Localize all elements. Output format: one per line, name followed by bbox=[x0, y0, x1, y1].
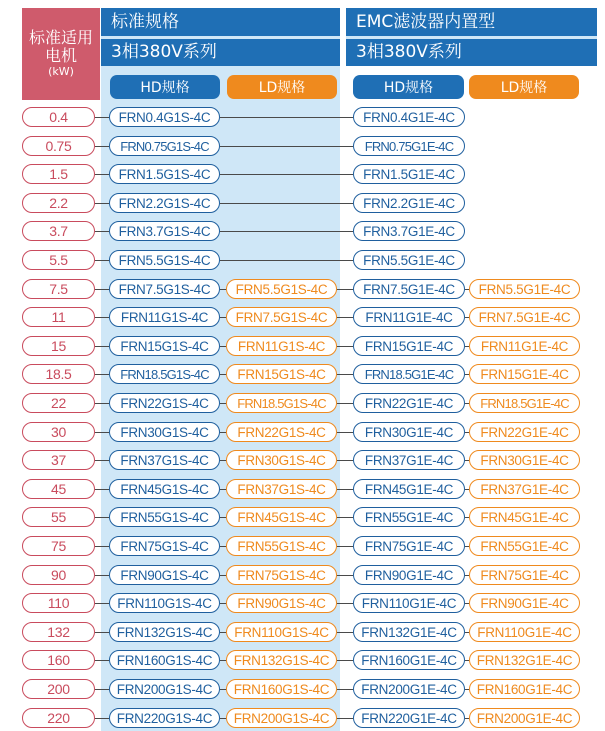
standard-hd-model-pill: FRN11G1S-4C bbox=[109, 307, 220, 327]
standard-ld-tag bbox=[227, 75, 337, 99]
kw-value-pill: 37 bbox=[22, 450, 95, 470]
emc-ld-model-pill: FRN132G1E-4C bbox=[469, 650, 580, 670]
row-connector bbox=[95, 203, 109, 204]
kw-value-pill: 220 bbox=[22, 708, 95, 728]
row-connector bbox=[337, 289, 353, 290]
row-connector bbox=[95, 231, 109, 232]
kw-header-line1: 标准适用 bbox=[28, 28, 93, 47]
kw-value-pill: 5.5 bbox=[22, 250, 95, 270]
emc-ld-model-pill: FRN160G1E-4C bbox=[469, 679, 580, 699]
standard-ld-model-pill: FRN30G1S-4C bbox=[226, 450, 337, 470]
row-connector bbox=[220, 231, 353, 232]
emc-hd-model-pill: FRN22G1E-4C bbox=[353, 393, 465, 413]
row-connector bbox=[95, 689, 109, 690]
kw-value-pill: 18.5 bbox=[22, 364, 95, 384]
standard-ld-model-pill: FRN15G1S-4C bbox=[226, 364, 337, 384]
kw-value-pill: 90 bbox=[22, 565, 95, 585]
emc-hd-model-pill: FRN75G1E-4C bbox=[353, 536, 465, 556]
row-connector bbox=[337, 632, 353, 633]
emc-hd-model-pill: FRN200G1E-4C bbox=[353, 679, 465, 699]
kw-value-pill: 30 bbox=[22, 422, 95, 442]
standard-hd-model-pill: FRN110G1S-4C bbox=[109, 593, 220, 613]
emc-ld-model-pill: FRN7.5G1E-4C bbox=[469, 307, 580, 327]
row-connector bbox=[220, 146, 353, 147]
emc-ld-tag bbox=[469, 75, 579, 99]
emc-ld-model-pill: FRN200G1E-4C bbox=[469, 708, 580, 728]
emc-ld-model-pill: FRN15G1E-4C bbox=[469, 364, 580, 384]
kw-value-pill: 0.4 bbox=[22, 107, 95, 127]
kw-header-unit: (kW) bbox=[48, 65, 74, 78]
standard-subtitle: 3相380V系列 bbox=[111, 42, 217, 62]
row-connector bbox=[220, 260, 353, 261]
standard-ld-model-pill: FRN110G1S-4C bbox=[226, 622, 337, 642]
kw-value-pill: 55 bbox=[22, 507, 95, 527]
emc-hd-model-pill: FRN45G1E-4C bbox=[353, 479, 465, 499]
row-connector bbox=[95, 718, 109, 719]
standard-ld-model-pill: FRN75G1S-4C bbox=[226, 565, 337, 585]
standard-title-bar bbox=[101, 8, 340, 36]
emc-hd-model-pill: FRN1.5G1E-4C bbox=[353, 164, 465, 184]
emc-ld-model-pill: FRN90G1E-4C bbox=[469, 593, 580, 613]
standard-hd-model-pill: FRN55G1S-4C bbox=[109, 507, 220, 527]
row-connector bbox=[95, 346, 109, 347]
row-connector bbox=[220, 117, 353, 118]
row-connector bbox=[95, 117, 109, 118]
emc-hd-model-pill: FRN2.2G1E-4C bbox=[353, 193, 465, 213]
row-connector bbox=[95, 174, 109, 175]
row-connector bbox=[337, 460, 353, 461]
row-connector bbox=[95, 460, 109, 461]
emc-hd-model-pill: FRN0.4G1E-4C bbox=[353, 107, 465, 127]
kw-header-line2: 电机 bbox=[44, 46, 77, 65]
emc-hd-model-pill: FRN18.5G1E-4C bbox=[353, 364, 465, 384]
kw-value-pill: 15 bbox=[22, 336, 95, 356]
row-connector bbox=[95, 660, 109, 661]
row-connector bbox=[337, 374, 353, 375]
standard-title: 标准规格 bbox=[111, 11, 179, 32]
standard-ld-model-pill: FRN45G1S-4C bbox=[226, 507, 337, 527]
standard-subtitle-bar bbox=[101, 39, 340, 66]
standard-hd-model-pill: FRN220G1S-4C bbox=[109, 708, 220, 728]
standard-hd-model-pill: FRN2.2G1S-4C bbox=[109, 193, 220, 213]
standard-ld-model-pill: FRN11G1S-4C bbox=[226, 336, 337, 356]
row-connector bbox=[337, 689, 353, 690]
emc-hd-model-pill: FRN55G1E-4C bbox=[353, 507, 465, 527]
standard-hd-model-pill: FRN37G1S-4C bbox=[109, 450, 220, 470]
emc-title-bar bbox=[346, 8, 597, 36]
row-connector bbox=[220, 174, 353, 175]
standard-ld-model-pill: FRN18.5G1S-4C bbox=[226, 393, 337, 413]
emc-ld-model-pill: FRN45G1E-4C bbox=[469, 507, 580, 527]
row-connector bbox=[337, 403, 353, 404]
emc-ld-model-pill: FRN18.5G1E-4C bbox=[469, 393, 580, 413]
emc-ld-model-pill: FRN22G1E-4C bbox=[469, 422, 580, 442]
row-connector bbox=[337, 603, 353, 604]
row-connector bbox=[337, 546, 353, 547]
row-connector bbox=[95, 603, 109, 604]
standard-hd-model-pill: FRN30G1S-4C bbox=[109, 422, 220, 442]
standard-hd-model-pill: FRN0.75G1S-4C bbox=[109, 136, 220, 156]
emc-hd-model-pill: FRN5.5G1E-4C bbox=[353, 250, 465, 270]
emc-hd-model-pill: FRN15G1E-4C bbox=[353, 336, 465, 356]
row-connector bbox=[337, 432, 353, 433]
row-connector bbox=[95, 432, 109, 433]
standard-hd-model-pill: FRN45G1S-4C bbox=[109, 479, 220, 499]
emc-hd-model-pill: FRN37G1E-4C bbox=[353, 450, 465, 470]
emc-hd-model-pill: FRN0.75G1E-4C bbox=[353, 136, 465, 156]
standard-ld-model-pill: FRN55G1S-4C bbox=[226, 536, 337, 556]
emc-title: EMC滤波器内置型 bbox=[356, 11, 496, 32]
standard-ld-model-pill: FRN5.5G1S-4C bbox=[226, 279, 337, 299]
kw-value-pill: 1.5 bbox=[22, 164, 95, 184]
row-connector bbox=[95, 146, 109, 147]
standard-hd-tag bbox=[110, 75, 220, 99]
standard-hd-model-pill: FRN1.5G1S-4C bbox=[109, 164, 220, 184]
standard-ld-model-pill: FRN160G1S-4C bbox=[226, 679, 337, 699]
emc-ld-model-pill: FRN37G1E-4C bbox=[469, 479, 580, 499]
emc-hd-model-pill: FRN160G1E-4C bbox=[353, 650, 465, 670]
row-connector bbox=[337, 718, 353, 719]
emc-hd-model-pill: FRN11G1E-4C bbox=[353, 307, 465, 327]
emc-ld-tag-label: LD规格 bbox=[500, 80, 548, 96]
kw-value-pill: 200 bbox=[22, 679, 95, 699]
row-connector bbox=[95, 575, 109, 576]
kw-value-pill: 11 bbox=[22, 307, 95, 327]
kw-value-pill: 3.7 bbox=[22, 221, 95, 241]
standard-hd-model-pill: FRN160G1S-4C bbox=[109, 650, 220, 670]
standard-ld-model-pill: FRN132G1S-4C bbox=[226, 650, 337, 670]
standard-ld-model-pill: FRN22G1S-4C bbox=[226, 422, 337, 442]
standard-ld-model-pill: FRN7.5G1S-4C bbox=[226, 307, 337, 327]
emc-ld-model-pill: FRN5.5G1E-4C bbox=[469, 279, 580, 299]
standard-ld-model-pill: FRN90G1S-4C bbox=[226, 593, 337, 613]
emc-ld-model-pill: FRN30G1E-4C bbox=[469, 450, 580, 470]
standard-hd-model-pill: FRN90G1S-4C bbox=[109, 565, 220, 585]
row-connector bbox=[95, 317, 109, 318]
row-connector bbox=[337, 317, 353, 318]
standard-hd-model-pill: FRN18.5G1S-4C bbox=[109, 364, 220, 384]
emc-hd-model-pill: FRN30G1E-4C bbox=[353, 422, 465, 442]
emc-ld-model-pill: FRN75G1E-4C bbox=[469, 565, 580, 585]
kw-value-pill: 132 bbox=[22, 622, 95, 642]
kw-value-pill: 45 bbox=[22, 479, 95, 499]
standard-ld-model-pill: FRN37G1S-4C bbox=[226, 479, 337, 499]
kw-column-header bbox=[22, 8, 100, 100]
standard-hd-model-pill: FRN3.7G1S-4C bbox=[109, 221, 220, 241]
standard-hd-tag-label: HD规格 bbox=[140, 80, 190, 96]
standard-hd-model-pill: FRN7.5G1S-4C bbox=[109, 279, 220, 299]
row-connector bbox=[95, 260, 109, 261]
row-connector bbox=[95, 403, 109, 404]
emc-subtitle: 3相380V系列 bbox=[356, 42, 462, 62]
row-connector bbox=[95, 489, 109, 490]
row-connector bbox=[337, 517, 353, 518]
standard-hd-model-pill: FRN22G1S-4C bbox=[109, 393, 220, 413]
emc-ld-model-pill: FRN110G1E-4C bbox=[469, 622, 580, 642]
standard-hd-model-pill: FRN0.4G1S-4C bbox=[109, 107, 220, 127]
emc-hd-tag-label: HD规格 bbox=[383, 80, 434, 96]
standard-hd-model-pill: FRN75G1S-4C bbox=[109, 536, 220, 556]
emc-subtitle-bar bbox=[346, 39, 597, 66]
emc-ld-model-pill: FRN55G1E-4C bbox=[469, 536, 580, 556]
emc-hd-model-pill: FRN132G1E-4C bbox=[353, 622, 465, 642]
emc-hd-tag bbox=[353, 75, 464, 99]
standard-ld-tag-label: LD规格 bbox=[258, 80, 306, 96]
emc-ld-model-pill: FRN11G1E-4C bbox=[469, 336, 580, 356]
emc-hd-model-pill: FRN3.7G1E-4C bbox=[353, 221, 465, 241]
standard-ld-model-pill: FRN200G1S-4C bbox=[226, 708, 337, 728]
kw-value-pill: 160 bbox=[22, 650, 95, 670]
kw-value-pill: 2.2 bbox=[22, 193, 95, 213]
kw-value-pill: 7.5 bbox=[22, 279, 95, 299]
row-connector bbox=[337, 575, 353, 576]
emc-hd-model-pill: FRN110G1E-4C bbox=[353, 593, 465, 613]
row-connector bbox=[95, 374, 109, 375]
row-connector bbox=[95, 632, 109, 633]
kw-value-pill: 75 bbox=[22, 536, 95, 556]
standard-hd-model-pill: FRN132G1S-4C bbox=[109, 622, 220, 642]
row-connector bbox=[337, 489, 353, 490]
row-connector bbox=[337, 346, 353, 347]
emc-hd-model-pill: FRN7.5G1E-4C bbox=[353, 279, 465, 299]
kw-value-pill: 110 bbox=[22, 593, 95, 613]
kw-value-pill: 22 bbox=[22, 393, 95, 413]
row-connector bbox=[220, 203, 353, 204]
row-connector bbox=[95, 289, 109, 290]
standard-hd-model-pill: FRN15G1S-4C bbox=[109, 336, 220, 356]
standard-hd-model-pill: FRN5.5G1S-4C bbox=[109, 250, 220, 270]
kw-value-pill: 0.75 bbox=[22, 136, 95, 156]
row-connector bbox=[95, 546, 109, 547]
emc-hd-model-pill: FRN220G1E-4C bbox=[353, 708, 465, 728]
standard-hd-model-pill: FRN200G1S-4C bbox=[109, 679, 220, 699]
row-connector bbox=[95, 517, 109, 518]
row-connector bbox=[337, 660, 353, 661]
emc-hd-model-pill: FRN90G1E-4C bbox=[353, 565, 465, 585]
